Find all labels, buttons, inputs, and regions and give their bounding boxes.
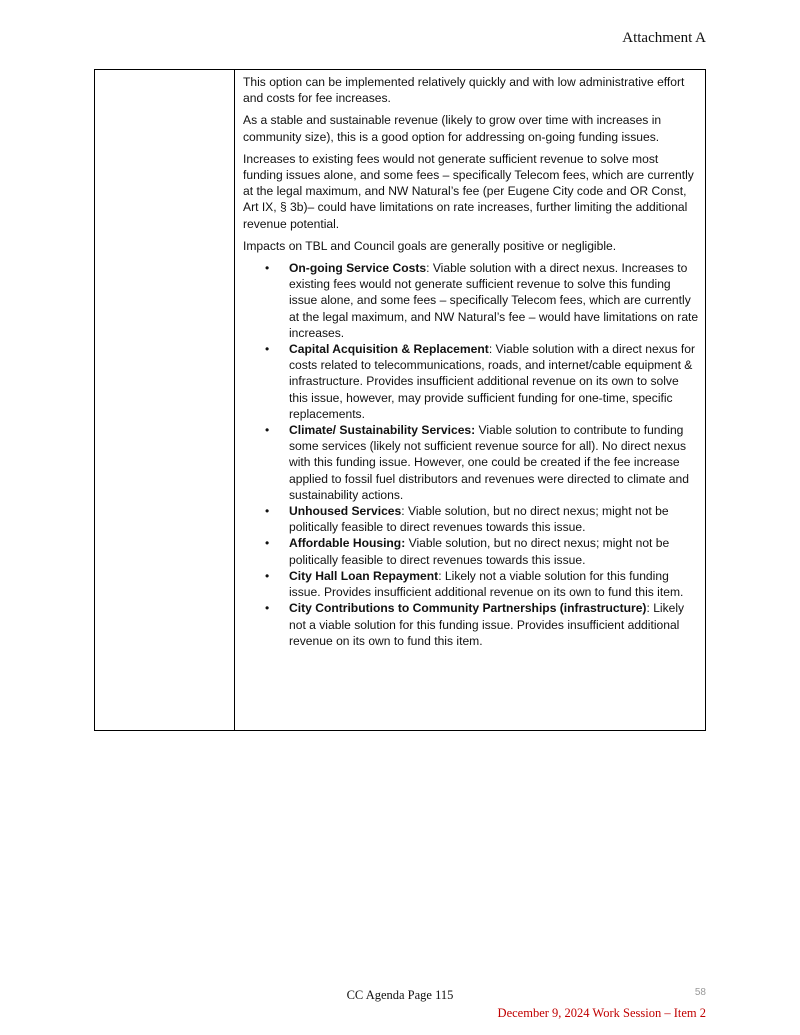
- list-item: [265, 503, 699, 535]
- table-left-cell: [95, 70, 235, 730]
- paragraph-stability: As a stable and sustainable revenue (likely to grow over time with increases in community size), this is a good option for addressing on-going funding issues.: [243, 113, 662, 144]
- list-item-text: : Viable solution with a direct nexus. Increases to existing fees would not generate sufficient revenue to solve this funding issue alone, and some fees – specifically Telecom fees, which are currently at the legal maximum, and NW Natural’s fee – would have limitations on rate increases.: [289, 261, 699, 340]
- agenda-page-footer: CC Agenda Page 115: [346, 988, 454, 1002]
- table-right-cell: [235, 70, 705, 730]
- paragraph-impacts: Impacts on TBL and Council goals are generally positive or negligible.: [243, 238, 617, 253]
- list-item: [265, 568, 699, 600]
- session-footer: December 9, 2024 Work Session – Item 2: [497, 1006, 706, 1020]
- list-item-title: Capital Acquisition & Replacement: [289, 342, 489, 357]
- list-item: [265, 422, 699, 503]
- list-item-title: Unhoused Services: [289, 504, 402, 519]
- list-item-title: On-going Service Costs: [289, 261, 427, 276]
- content-table: [94, 69, 706, 731]
- list-item-title: Climate/ Sustainability Services:: [289, 423, 476, 438]
- list-item-text: : Viable solution with a direct nexus for costs related to telecommunications, roads, and internet/cable equipment & infrastructure. Provides insufficient additional revenue on its own to solve this issue, however, may provide sufficient funding for one-time, specific replacements.: [289, 342, 695, 421]
- bullet-icon: •: [265, 536, 270, 551]
- list-item-text: : Likely not a viable solution for this funding issue. Provides insufficient additional revenue on its own to fund this item.: [289, 601, 685, 648]
- list-item-text: : Viable solution, but no direct nexus; might not be politically feasible to direct revenues towards this issue.: [289, 504, 669, 535]
- bullet-icon: •: [265, 342, 270, 357]
- bullet-icon: •: [265, 261, 270, 276]
- list-item-text: Viable solution to contribute to funding some services (likely not sufficient revenue source for all). No direct nexus with this funding issue. However, one could be created if the fee increase applied to fossil fuel distributors and revenues were directed to climate and sustainability actions.: [289, 423, 689, 502]
- list-item-title: Affordable Housing:: [289, 536, 406, 551]
- bullet-icon: •: [265, 568, 270, 583]
- list-item: [265, 535, 699, 567]
- list-item-text: Viable solution, but no direct nexus; might not be politically feasible to direct revenues towards this issue.: [289, 536, 670, 567]
- list-item-title: City Contributions to Community Partnerships (infrastructure): [289, 601, 647, 616]
- bullet-icon: •: [265, 423, 270, 438]
- page-number: 58: [694, 987, 706, 998]
- funding-issue-list: [243, 260, 699, 649]
- paragraph-limitations: Increases to existing fees would not generate sufficient revenue to solve most funding issues alone, and some fees – specifically Telecom fees, which are currently at the legal maximum, and NW Natural’s fee (per Eugene City code and OR Const, Art IX, § 3b)– could have limitations on rate increases, further limiting the additional revenue potential.: [243, 151, 694, 231]
- bullet-icon: •: [265, 601, 270, 616]
- page-header: Attachment A: [622, 30, 706, 46]
- list-item: [265, 260, 699, 341]
- list-item: [265, 341, 699, 422]
- list-item: [265, 600, 699, 649]
- paragraph-implementation: This option can be implemented relatively quickly and with low administrative effort and costs for fee increases.: [243, 75, 685, 106]
- bullet-icon: •: [265, 504, 270, 519]
- list-item-title: City Hall Loan Repayment: [289, 568, 439, 583]
- list-item-text: : Likely not a viable solution for this funding issue. Provides insufficient additional revenue on its own to fund this item.: [289, 568, 684, 600]
